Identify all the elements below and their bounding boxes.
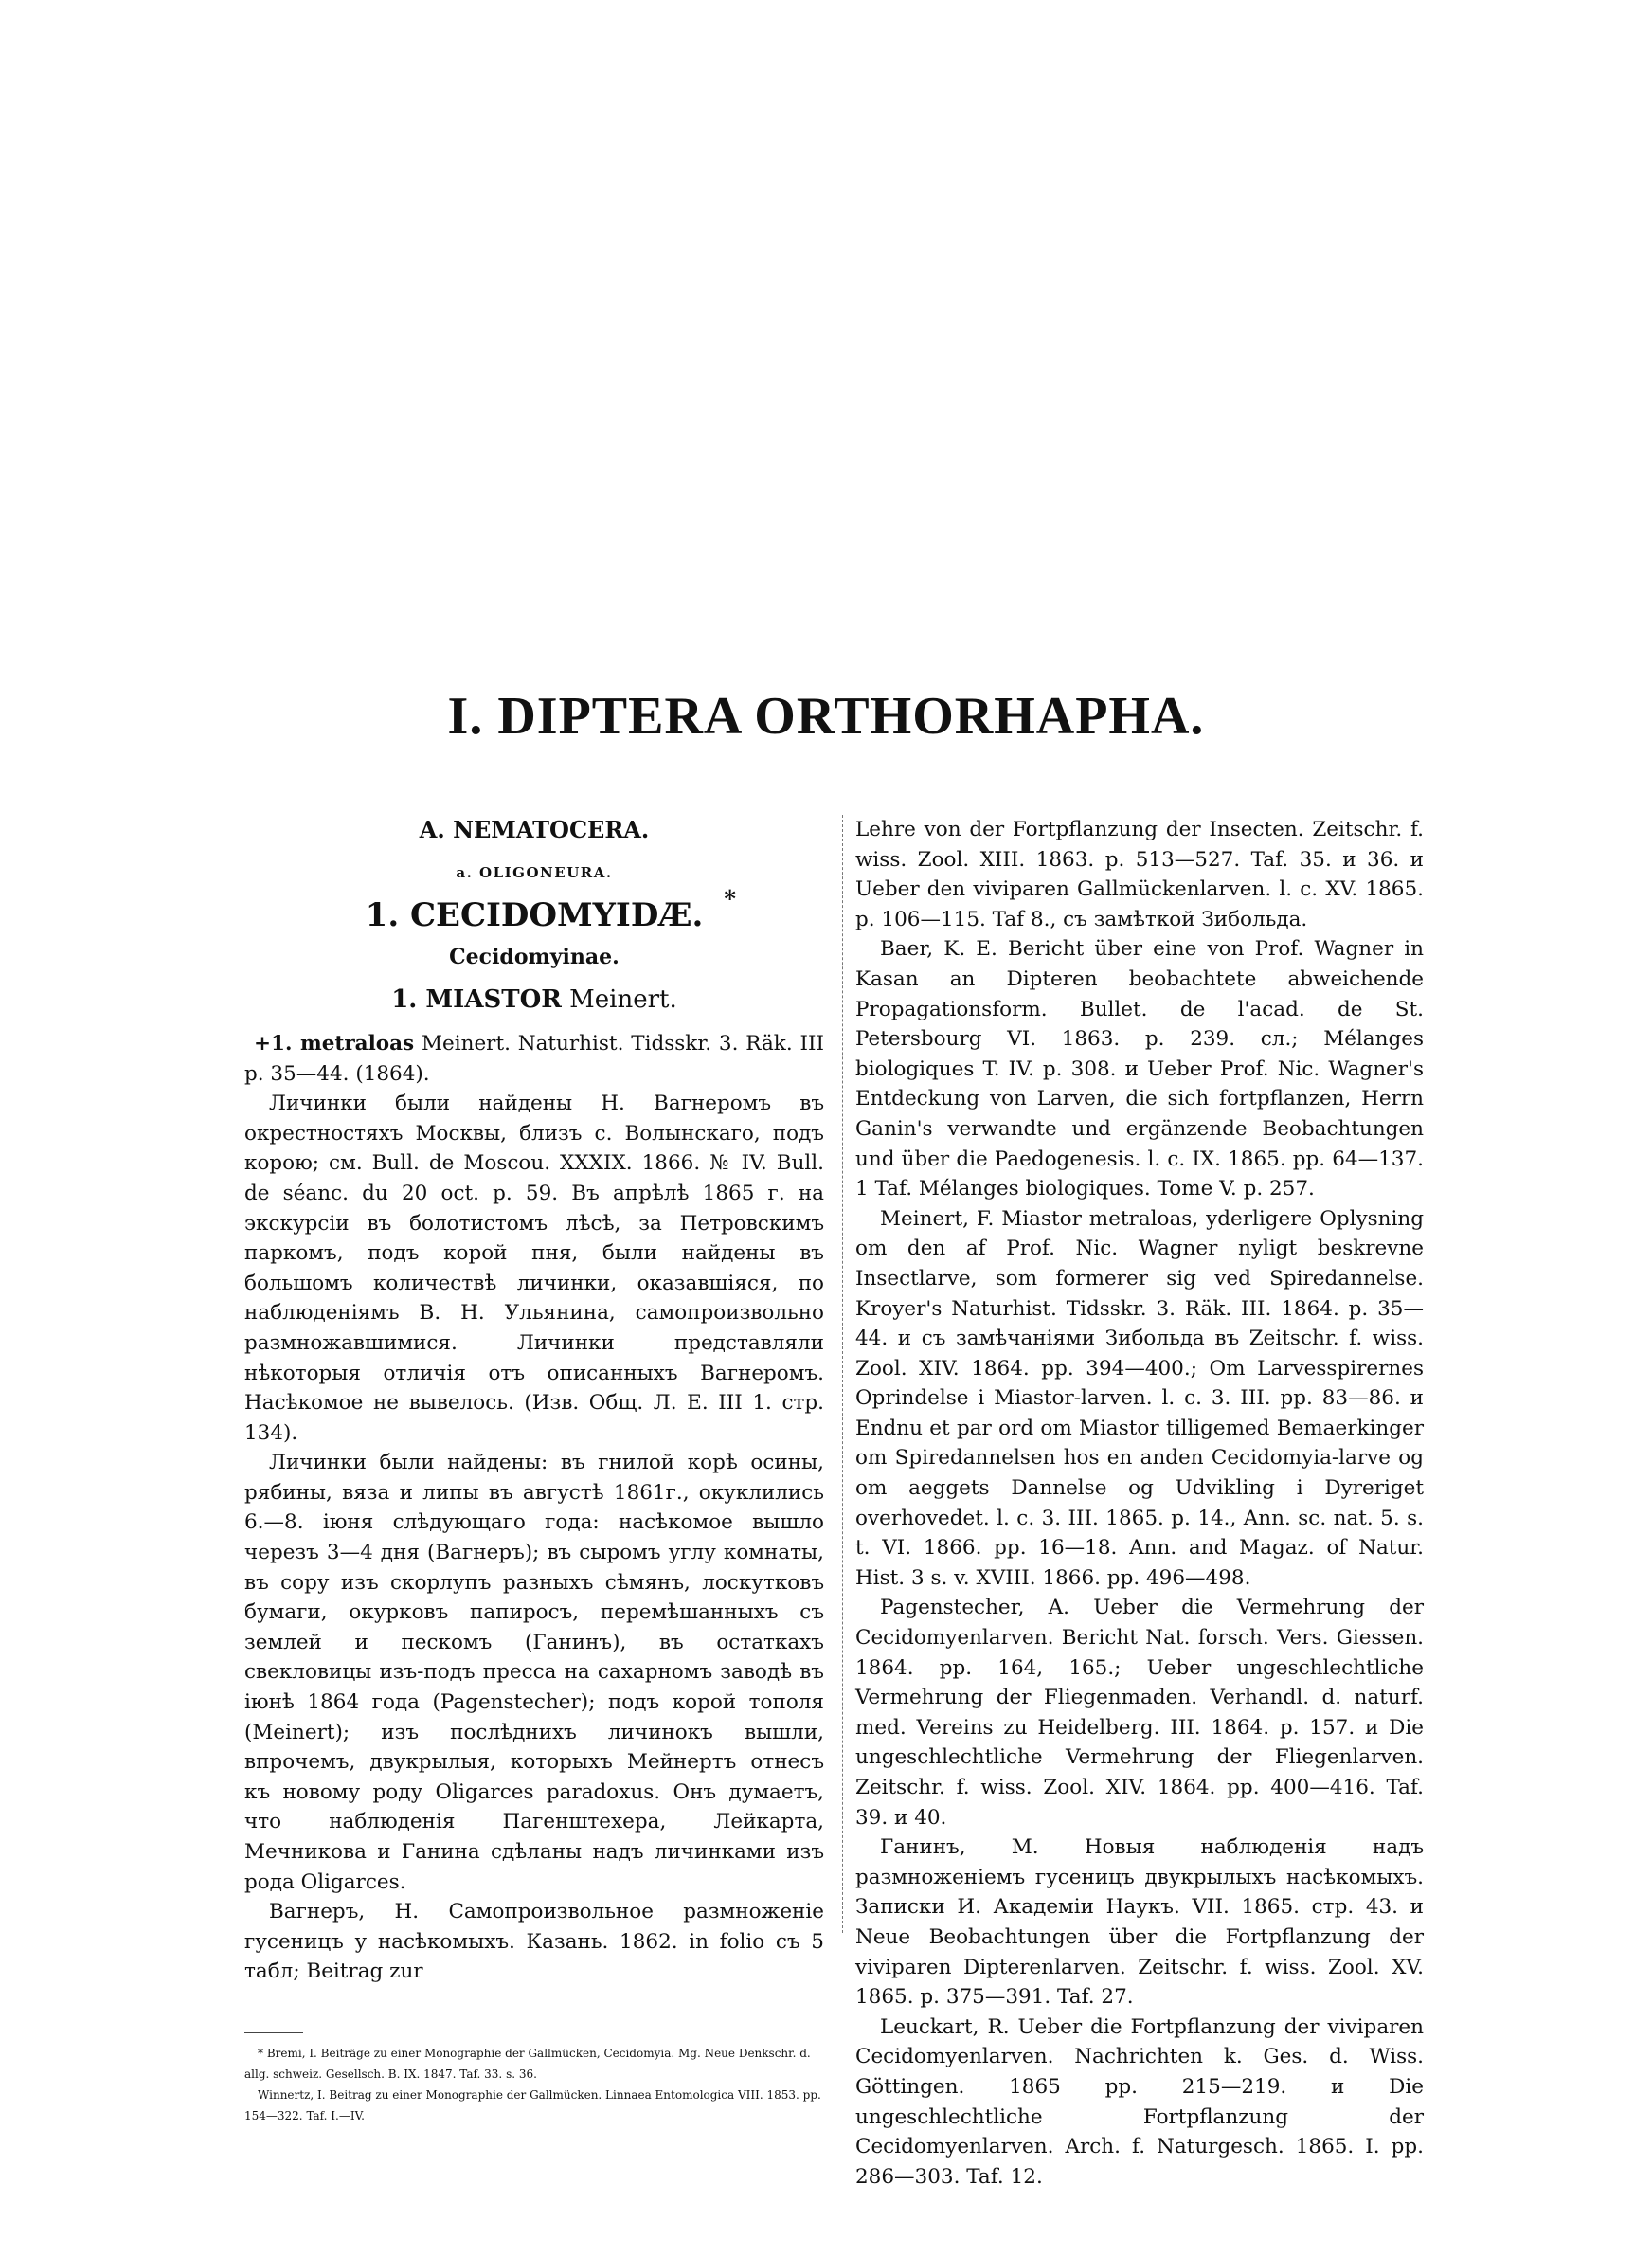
page-title: I. DIPTERA ORTHORHAPHA. xyxy=(447,687,1205,746)
paragraph-baer: Baer, K. E. Bericht über eine von Prof. Wagner in Kasan an Dipteren beobachtete abweichende Propagationsform. Bullet. de l'acad. de St. Petersbourg VI. 1863. p. 239. сл.; Mélanges biologiques T. IV. p. 308. и Ueber Prof. Nic. Wagner's Entdeckung von Larven, die sich fortpflanzen, Herrn Ganin's verwandte und ergänzende Beobachtungen und über die Paedogenesis. l. c. IX. 1865. pp. 64—137. 1 Taf. Mélanges biologiques. Tome V. p. 257. xyxy=(855,937,1424,1201)
species-name: +1. metraloas xyxy=(254,1031,415,1056)
footnote-winnertz: Winnertz, I. Beitrag zu einer Monographie der Gallmücken. Linnaea Entomologica VIII. 1853. pp. 154—322. Taf. I.—IV. xyxy=(244,2087,821,2122)
paragraph-larvae-found: Личинки были найдены Н. Вагнеромъ въ окрестностяхъ Москвы, близъ с. Волынскаго, подъ корою; см. Bull. de Moscou. XXXIX. 1866. № IV. Bull. de séanc. du 20 oct. p. 59. Въ апрѣлѣ 1865 г. на экскурсіи въ болотистомъ лѣсѣ, за Петровскимъ паркомъ, подъ корой пня, были найдены въ большомъ количествѣ личинки, оказавшіяся, по наблюденіямъ В. Н. Ульянина, самопроизвольно размножавшимися. Личинки представляли нѣкоторыя отличія отъ описанныхъ Вагнеромъ. Насѣкомое не вывелось. (Изв. Общ. Л. Е. III 1. стр. 134). xyxy=(244,1092,824,1445)
genus-author: Meinert. xyxy=(569,985,677,1015)
paragraph-wagner-reference: Вагнеръ, Н. Самопроизвольное размноженіе гусеницъ у насѣкомыхъ. Казань. 1862. in folio съ 5 табл; Beitrag zur xyxy=(244,1900,824,1984)
column-divider xyxy=(842,815,843,1933)
species-entry xyxy=(244,1029,824,1089)
subsection-heading: a. OLIGONEURA. xyxy=(456,863,613,881)
paragraph-leuckart: Leuckart, R. Ueber die Fortpflanzung der viviparen Cecidomyenlarven. Nachrichten k. Ges. d. Wiss. Göttingen. 1865 pp. 215—219. и Die ungeschlechtliche Fortpflanzung der Cecidomyenlarven. Arch. f. Naturgesch. 1865. I. pp. 286—303. Taf. 12. xyxy=(855,2014,1424,2189)
paragraph-wagner-continued: Lehre von der Fortpflanzung der Insecten. Zeitschr. f. wiss. Zool. XIII. 1863. p. 513—527. Taf. 35. и 36. и Ueber den viviparen Gallmückenlarven. l. c. XV. 1865. p. 106—115. Taf 8., съ замѣткой Зибольда. xyxy=(855,818,1424,931)
genus-name: 1. MIASTOR xyxy=(391,985,562,1015)
footnote-mark: * xyxy=(724,885,736,913)
right-column xyxy=(855,815,1424,2192)
paragraph-meinert: Meinert, F. Miastor metraloas, yderligere Oplysning om den af Prof. Nic. Wagner nyligt beskrevne Insectlarve, som formerer sig ved Spiredannelse. Kroyer's Naturhist. Tidsskr. 3. Räk. III. 1864. p. 35—44. и съ замѣчаніями Зибольда въ Zeitschr. f. wiss. Zool. XIV. 1864. pp. 394—400.; Om Larvesspirernes Oprindelse i Miastor-larven. l. c. 3. III. pp. 83—86. и Endnu et par ord om Miastor tilligemed Bemaerkinger om Spiredannelsen hos en anden Cecidomyia-larve og om aeggets Dannelse og Udvikling i Dyreriget overhovedet. l. c. 3. III. 1865. p. 14., Ann. sc. nat. 5. s. t. VI. 1866. pp. 16—18. Ann. and Magaz. of Natur. Hist. 3 s. v. XVIII. 1866. pp. 496—498. xyxy=(855,1206,1424,1590)
footnote-bremi: * Bremi, I. Beiträge zu einer Monographie der Gallmücken, Cecidomyia. Mg. Neue Denkschr. d. allg. schweiz. Gesellsch. B. IX. 1847. Taf. 33. s. 36. xyxy=(244,2046,811,2081)
footnote-rule xyxy=(244,2032,303,2033)
family-heading xyxy=(244,885,824,935)
paragraph-larvae-habitats: Личинки были найдены: въ гнилой корѣ осины, рябины, вяза и липы въ августѣ 1861г., окуклились 6.—8. іюня слѣдующаго года: насѣкомое вышло черезъ 3—4 дня (Вагнеръ); въ сыромъ углу комнаты, въ сору изъ скорлупъ разныхъ сѣмянъ, лоскутковъ бумаги, окурковъ папиросъ, перемѣшанныхъ съ землей и пескомъ (Ганинъ), въ остаткахъ свекловицы изъ-подъ пресса на сахарномъ заводѣ въ іюнѣ 1864 года (Pagenstecher); подъ корой тополя (Meinert); изъ послѣднихъ личинокъ вышли, впрочемъ, двукрылыя, которыхъ Мейнертъ отнесъ къ новому роду Oligarces paradoxus. Онъ думаетъ, что наблюденія Пагенштехера, Лейкарта, Мечникова и Ганина сдѣланы надъ личинками изъ рода Oligarces. xyxy=(244,1451,824,1894)
paragraph-ganin: Ганинъ, М. Новыя наблюденія надъ размноженіемъ гусеницъ двукрылыхъ насѣкомыхъ. Записки И. Академіи Наукъ. VII. 1865. стр. 43. и Neue Beobachtungen über die Fortpflanzung der viviparen Dipterenlarven. Zeitschr. f. wiss. Zool. XV. 1865. p. 375—391. Taf. 27. xyxy=(855,1835,1424,2010)
family-name: 1. CECIDOMYIDÆ. xyxy=(365,896,704,935)
footnotes xyxy=(244,2043,824,2126)
paragraph-pagenstecher: Pagenstecher, A. Ueber die Vermehrung der Cecidomyenlarven. Bericht Nat. forsch. Vers. Giessen. 1864. pp. 164, 165.; Ueber ungeschlechtliche Vermehrung der Fliegenmaden. Verhandl. d. naturf. med. Vereins zu Heidelberg. III. 1864. p. 157. и Die ungeschlechtliche Vermehrung der Fliegenlarven. Zeitschr. f. wiss. Zool. XIV. 1864. pp. 400—416. Taf. 39. и 40. xyxy=(855,1596,1424,1830)
genus-heading xyxy=(244,985,824,1016)
section-heading: A. NEMATOCERA. xyxy=(419,816,650,843)
species-reference: Meinert. Naturhist. Tidsskr. 3. Räk. III p. 35—44. (1864). xyxy=(244,1031,824,1086)
left-column xyxy=(244,815,824,2126)
subfamily-heading: Cecidomyinae. xyxy=(449,944,620,969)
